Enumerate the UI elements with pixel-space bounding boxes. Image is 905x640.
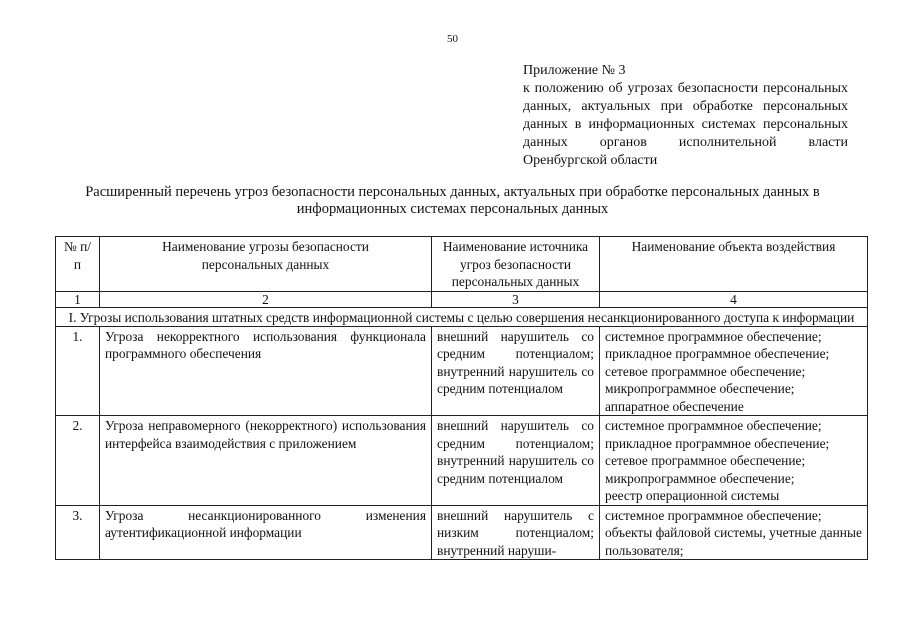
impact-object: микропрограммное обеспечение; bbox=[605, 470, 795, 486]
header-num: № п/п bbox=[56, 237, 100, 292]
impact-object: прикладное программное обеспечение; bbox=[605, 346, 830, 361]
row-number: 3. bbox=[56, 505, 100, 560]
impact-object: сетевое программное обеспечение; bbox=[605, 453, 806, 468]
column-number: 4 bbox=[600, 291, 868, 307]
impact-object: аппаратное обеспечение bbox=[605, 398, 744, 414]
impact-object: сетевое программное обеспечение; bbox=[605, 363, 806, 379]
header-object: Наименование объекта воздействия bbox=[600, 237, 868, 292]
row-number: 1. bbox=[56, 326, 100, 416]
column-number: 2 bbox=[100, 291, 432, 307]
page-number: 50 bbox=[447, 33, 458, 45]
impact-object: системное программное обеспечение; bbox=[605, 328, 822, 344]
threat-source: внешний нарушитель со средним потенциалом; внутренний нарушитель со средним потенциалом bbox=[432, 326, 600, 416]
header-source: Наименование источника угроз безопасности персональных данных bbox=[432, 237, 600, 292]
column-number: 3 bbox=[432, 291, 600, 307]
impact-object: объекты файловой системы, учетные данные пользователя; bbox=[605, 525, 862, 558]
impact-object: микропрограммное обеспечение; bbox=[605, 381, 795, 396]
table-row bbox=[56, 326, 868, 416]
threat-name: Угроза несанкционированного изменения аутентификационной информации bbox=[100, 505, 432, 560]
threat-source: внешний нарушитель со средним потенциалом; внутренний нарушитель со средним потенциалом bbox=[432, 416, 600, 506]
appendix-title: Приложение № 3 bbox=[523, 63, 626, 78]
appendix-block bbox=[523, 62, 848, 170]
column-number: 1 bbox=[56, 291, 100, 307]
impact-objects bbox=[600, 326, 868, 416]
table-row bbox=[56, 416, 868, 506]
impact-objects bbox=[600, 416, 868, 506]
section-row bbox=[56, 307, 868, 326]
impact-object: системное программное обеспечение; bbox=[605, 507, 822, 523]
impact-object: реестр операционной системы bbox=[605, 488, 780, 503]
table-row bbox=[56, 505, 868, 560]
header-threat: Наименование угрозы безопасности персональных данных bbox=[100, 237, 432, 292]
row-number: 2. bbox=[56, 416, 100, 506]
threat-name: Угроза некорректного использования функционала программного обеспечения bbox=[100, 326, 432, 416]
impact-object: системное программное обеспечение; bbox=[605, 418, 822, 433]
section-title: I. Угрозы использования штатных средств информационной системы с целью совершения несанкционированного доступа к информации bbox=[56, 307, 868, 326]
threat-name: Угроза неправомерного (некорректного) использования интерфейса взаимодействия с приложением bbox=[100, 416, 432, 506]
impact-object: прикладное программное обеспечение; bbox=[605, 435, 830, 451]
header-row bbox=[56, 237, 868, 292]
document-title: Расширенный перечень угроз безопасности персональных данных, актуальных при обработке персональных данных в информационных системах персональных данных bbox=[85, 184, 820, 217]
impact-objects bbox=[600, 505, 868, 560]
threats-table bbox=[55, 236, 868, 560]
appendix-body: к положению об угрозах безопасности персональных данных, актуальных при обработке персональных данных в информационных системах персональных данных органов исполнительной власти Оренбургской области bbox=[523, 81, 848, 168]
threat-source: внешний нарушитель с низким потенциалом; внутренний наруши- bbox=[432, 505, 600, 560]
column-numbers-row bbox=[56, 291, 868, 307]
